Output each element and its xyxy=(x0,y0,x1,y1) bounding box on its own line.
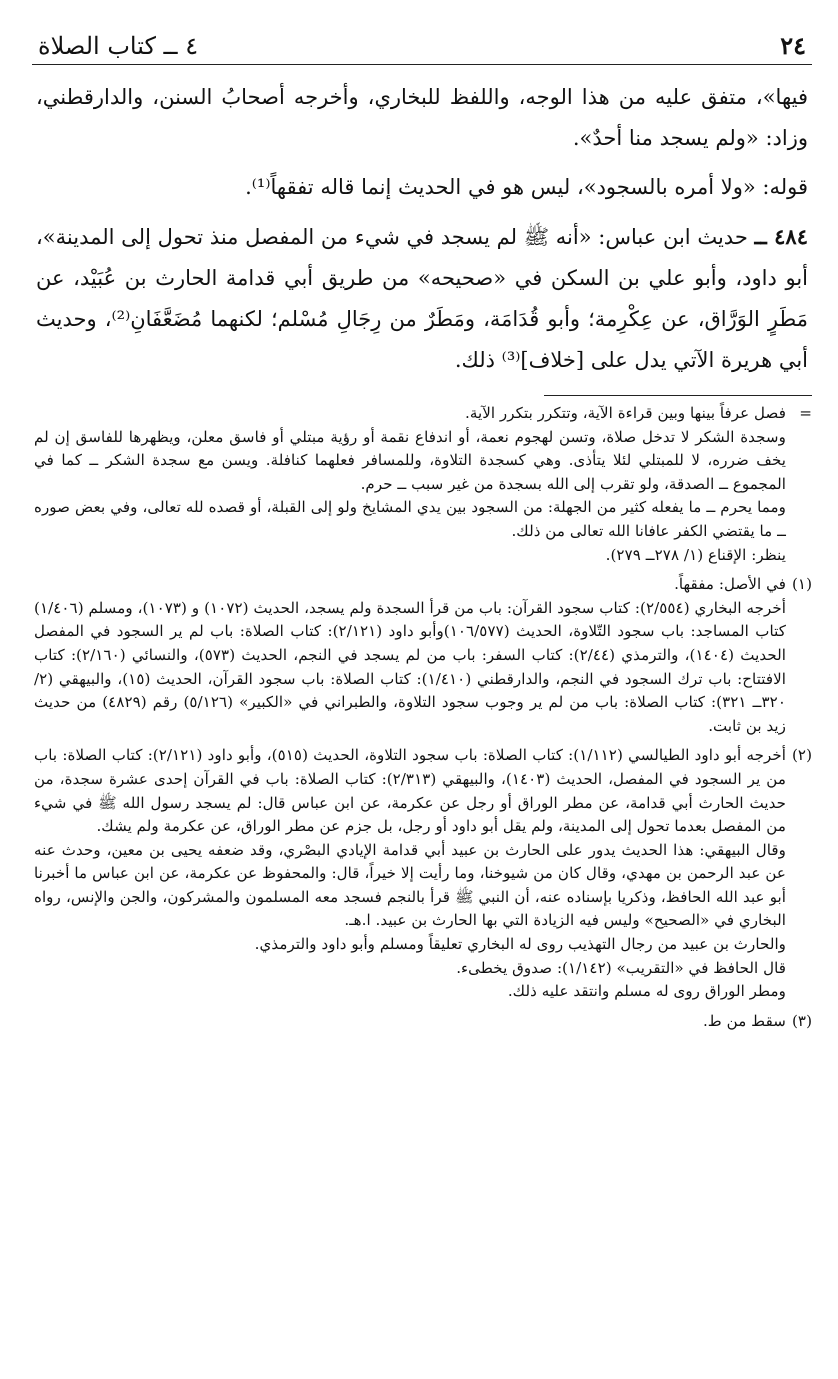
book-page xyxy=(32,18,812,1369)
footnote-text: في الأصل: مفقهاً. xyxy=(674,575,786,594)
hadith-text: حديث ابن عباس: «أنه ﷺ لم يسجد في شيء من المفصل منذ تحول إلى المدينة»، أبو داود، وأبو علي بن السكن في «صحيحه» من طريق أبي قدامة الحارث بن عُبَيْد، عن مَطَرٍ الوَرَّاق، عن عِكْرِمة؛ وأبو قُدَامَة، ومَطَرٌ من رِجَالِ مُسْلم؛ لكنهما مُضَعَّفَانِ⁽²⁾، وحديث أبي هريرة الآتي يدل على [خلاف]⁽³⁾ ذلك. xyxy=(36,225,808,372)
footnote-1-mark: (١) xyxy=(791,575,812,594)
footnote-3 xyxy=(34,1010,810,1034)
hadith-number: ٤٨٤ ــ xyxy=(754,224,808,249)
footnote-paragraph: وقال البيهقي: هذا الحديث يدور على الحارث بن عبيد أبي قدامة الإيادي البصْري، وقد ضعفه يحيى بن معين، وحدث عنه عن عبد الرحمن بن مهدي، وقال كان من شيوخنا، وما رأيت إلا خيراً، قال: والمحفوظ عن عكرمة، عن ابن عباس ما أخبرنا أبو عبد الله الحافظ، وذكريا بإسناده عنه، أن النبي ﷺ قرأ بالنجم فسجد معه المسلمون والمشركون، والجن والإنس، رواه البخاري في «الصحيح» وليس فيه الزيادة التي بها الحارث بن عبيد. ا.هـ. xyxy=(34,840,786,930)
footnote-text: فصل عرفاً بينها وبين قراءة الآية، وتتكرر بتكرر الآية. xyxy=(465,404,786,422)
footnote-paragraph: ينظر: الإقناع (١/ ٢٧٨ــ ٢٧٩). xyxy=(605,545,786,564)
footnote-text: أخرجه أبو داود الطيالسي (١/١١٢): كتاب الصلاة: باب سجود التلاوة، الحديث (٥١٥)، وأبو داود (٢/١٢١): كتاب الصلاة: باب من ير السجود في المفصل، الحديث (١٤٠٣)، والبيهقي (٢/٣١٣): كتاب الصلاة: باب في القرآن إحدى عشرة سجدة، من حديث الحارث أبي قدامة، عن مطر الوراق أو رجل عن عكرمة، عن ابن عباس قال: لم يسجد رسول الله ﷺ في شيء من المفصل بعدما تحول إلى المدينة، ولم يقل أبو داود أو رجل، بل جزم عن مطر الوراق، عن عكرمة ولم يشك. xyxy=(34,746,786,836)
footnote-continuation-line xyxy=(34,402,810,426)
footnote-2-first-line xyxy=(34,744,810,838)
main-text xyxy=(32,77,812,381)
footnote-text: سقط من ط. xyxy=(702,1011,786,1030)
main-paragraph-2: قوله: «ولا أمره بالسجود»، ليس هو في الحديث إنما قاله تفقهاً⁽¹⁾. xyxy=(245,175,808,199)
main-paragraph-1: فيها»، متفق عليه من هذا الوجه، واللفظ للبخاري، وأخرجه أصحابُ السنن، والدارقطني، وزاد: «ولم يسجد منا أحدٌ». xyxy=(36,85,808,150)
running-header xyxy=(32,18,812,65)
footnote-paragraph: ومطر الوراق روى له مسلم وانتقد عليه ذلك. xyxy=(507,982,786,1001)
footnote-1 xyxy=(34,573,810,738)
footnote-paragraph: قال الحافظ في «التقريب» (١/١٤٢): صدوق يخطىء. xyxy=(456,958,786,977)
footnote-paragraph: وسجدة الشكر لا تدخل صلاة، وتسن لهجوم نعمة، أو اندفاع نقمة أو رؤية مبتلي أو فاسق معلن، ويظهرها للفاسق إن لم يخف ضرره، لا للمبتلي لئلا يتأذى. وهي كسجدة التلاوة، وللمسافر فعلهما كنافلة. ويسن مع سجدة الشكر ــ كما في المجموع ــ الصدقة، ولو تقرب إلى الله بسجدة من غير سبب ــ حرم. xyxy=(34,427,786,493)
page-number: ٢٤ xyxy=(780,31,806,60)
footnote-3-mark: (٣) xyxy=(791,1011,812,1030)
footnote-continuation xyxy=(34,402,810,567)
footnote-1-first-line xyxy=(34,573,810,597)
footnote-2-mark: (٢) xyxy=(791,746,812,765)
footnotes xyxy=(32,402,812,1033)
hadith-paragraph xyxy=(36,216,808,381)
footnote-separator xyxy=(544,395,812,396)
running-title: ٤ ــ كتاب الصلاة xyxy=(38,32,199,60)
footnote-paragraph: أخرجه البخاري (٢/٥٥٤): كتاب سجود القرآن: باب من قرأ السجدة ولم يسجد، الحديث (١٠٧٢) و (١٠٧٣)، ومسلم (١/٤٠٦) كتاب المساجد: باب سجود التّلاوة، الحديث (١٠٦/٥٧٧)وأبو داود (٢/١٢١): كتاب الصلاة: باب لم ير السجود في المفصل الحديث (١٤٠٤)، والترمذي (٢/٤٤): كتاب السفر: باب من لم يسجد في النجم، الحديث (٥٧٣)، والنسائي (٢/١٦٠): كتاب الافتتاح: باب ترك السجود في النجم، والدارقطني (١/٤١٠): كتاب الصلاة: باب سجود القرآن، الحديث (١٥)، والبيهقي (٢/ ٣٢٠ــ ٣٢١): كتاب الصلاة: باب من لم ير وجوب سجود التلاوة، والطبراني في «الكبير» (٥/١٢٦) رقم (٤٨٢٩) من حديث زيد بن ثابت. xyxy=(34,598,787,735)
footnote-3-first-line xyxy=(34,1010,810,1034)
footnote-paragraph: ومما يحرم ــ ما يفعله كثير من الجهلة: من السجود بين يدي المشايخ ولو إلى القبلة، أو قصده لله تعالى، وفي بعض صوره ــ ما يقتضي الكفر عافانا الله تعالى من ذلك. xyxy=(34,498,786,540)
continuation-marker: = xyxy=(799,404,812,422)
footnote-paragraph: والحارث بن عبيد من رجال التهذيب روى له البخاري تعليقاً ومسلم وأبو داود والترمذي. xyxy=(254,935,786,954)
footnote-2 xyxy=(34,744,810,1004)
